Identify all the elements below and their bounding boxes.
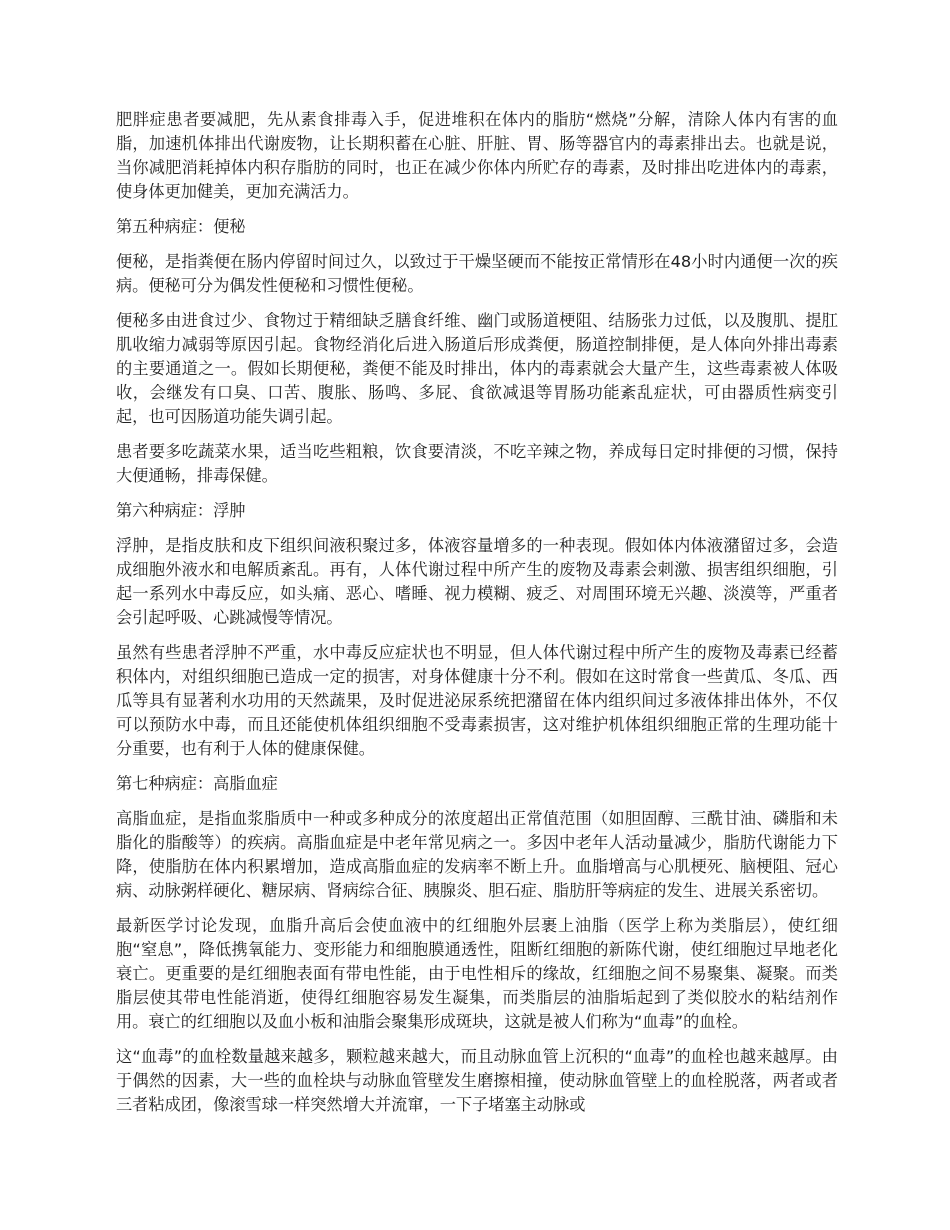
paragraph-hyperlipidemia-definition: 高脂血症，是指血浆脂质中一种或多种成分的浓度超出正常值范围（如胆固醇、三酰甘油、磷脂和未脂化的脂酸等）的疾病。高脂血症是中老年常见病之一。多因中老年人活动量减少，脂肪代谢能力下降，使脂肪在体内积累增加，造成高脂血症的发病率不断上升。血脂增高与心肌梗死、脑梗阻、冠心病、动脉粥样硬化、糖尿病、肾病综合征、胰腺炎、胆石症、脂肪肝等病症的发生、进展关系密切。 [116, 809, 838, 900]
heading-edema: 第六种病症：浮肿 [116, 501, 246, 520]
paragraph-blood-toxin-thrombus: 这“血毒”的血栓数量越来越多，颗粒越来越大，而且动脉血管上沉积的“血毒”的血栓也越来越厚。由于偶然的因素，大一些的血栓块与动脉血管壁发生磨擦相撞，使动脉血管壁上的血栓脱落，两者或者三者粘成团，像滚雪球一样突然增大并流窜，一下子堵塞主动脉或 [116, 1047, 838, 1114]
paragraph-constipation-causes: 便秘多由进食过少、食物过于精细缺乏膳食纤维、幽门或肠道梗阻、结肠张力过低，以及腹肌、提肛肌收缩力减弱等原因引起。食物经消化后进入肠道后形成粪便，肠道控制排便，是人体向外排出毒素的主要通道之一。假如长期便秘，粪便不能及时排出，体内的毒素就会大量产生，这些毒素被人体吸收，会继发有口臭、口苦、腹胀、肠鸣、多屁、食欲减退等胃肠功能紊乱症状，可由器质性病变引起，也可因肠道功能失调引起。 [116, 311, 838, 426]
heading-hyperlipidemia: 第七种病症：高脂血症 [116, 774, 278, 793]
heading-constipation: 第五种病症：便秘 [116, 217, 246, 236]
paragraph-edema-definition: 浮肿，是指皮肤和皮下组织间液积聚过多，体液容量增多的一种表现。假如体内体液潴留过多，会造成细胞外液水和电解质紊乱。再有，人体代谢过程中所产生的废物及毒素会刺激、损害组织细胞，引起一系列水中毒反应，如头痛、恶心、嗜睡、视力模糊、疲乏、对周围环境无兴趣、淡漠等，严重者会引起呼吸、心跳减慢等情况。 [116, 536, 838, 627]
paragraph-edema-advice: 虽然有些患者浮肿不严重，水中毒反应症状也不明显，但人体代谢过程中所产生的废物及毒素已经蓄积体内，对组织细胞已造成一定的损害，对身体健康十分不利。假如在这时常食一些黄瓜、冬瓜、西瓜等具有显著利水功用的天然蔬果，及时促进泌尿系统把潴留在体内组织间过多液体排出体外，不仅可以预防水中毒，而且还能使机体组织细胞不受毒素损害，这对维护机体组织细胞正常的生理功能十分重要，也有利于人体的健康保健。 [116, 643, 838, 758]
paragraph-constipation-definition: 便秘，是指粪便在肠内停留时间过久，以致过于干燥坚硬而不能按正常情形在48小时内通便一次的疾病。便秘可分为偶发性便秘和习惯性便秘。 [116, 252, 838, 295]
paragraph-hyperlipidemia-research: 最新医学讨论发现，血脂升高后会使血液中的红细胞外层裹上油脂（医学上称为类脂层），使红细胞“窒息”，降低携氧能力、变形能力和细胞膜通透性，阻断红细胞的新陈代谢，使红细胞过早地老化衰亡。更重要的是红细胞表面有带电性能，由于电性相斥的缘故，红细胞之间不易聚集、凝聚。而类脂层使其带电性能消逝，使得红细胞容易发生凝集，而类脂层的油脂垢起到了类似胶水的粘结剂作用。衰亡的红细胞以及血小板和油脂会聚集形成斑块，这就是被人们称为“血毒”的血栓。 [116, 916, 838, 1031]
document-body [116, 108, 838, 1128]
paragraph-constipation-advice: 患者要多吃蔬菜水果，适当吃些粗粮，饮食要清淡，不吃辛辣之物，养成每日定时排便的习惯，保持大便通畅，排毒保健。 [116, 442, 838, 485]
paragraph-obesity-detox: 肥胖症患者要减肥，先从素食排毒入手，促进堆积在体内的脂肪“燃烧”分解，清除人体内有害的血脂，加速机体排出代谢废物，让长期积蓄在心脏、肝脏、胃、肠等器官内的毒素排出去。也就是说，当你减肥消耗掉体内积存脂肪的同时，也正在减少你体内所贮存的毒素，及时排出吃进体内的毒素，使身体更加健美，更加充满活力。 [116, 110, 838, 201]
